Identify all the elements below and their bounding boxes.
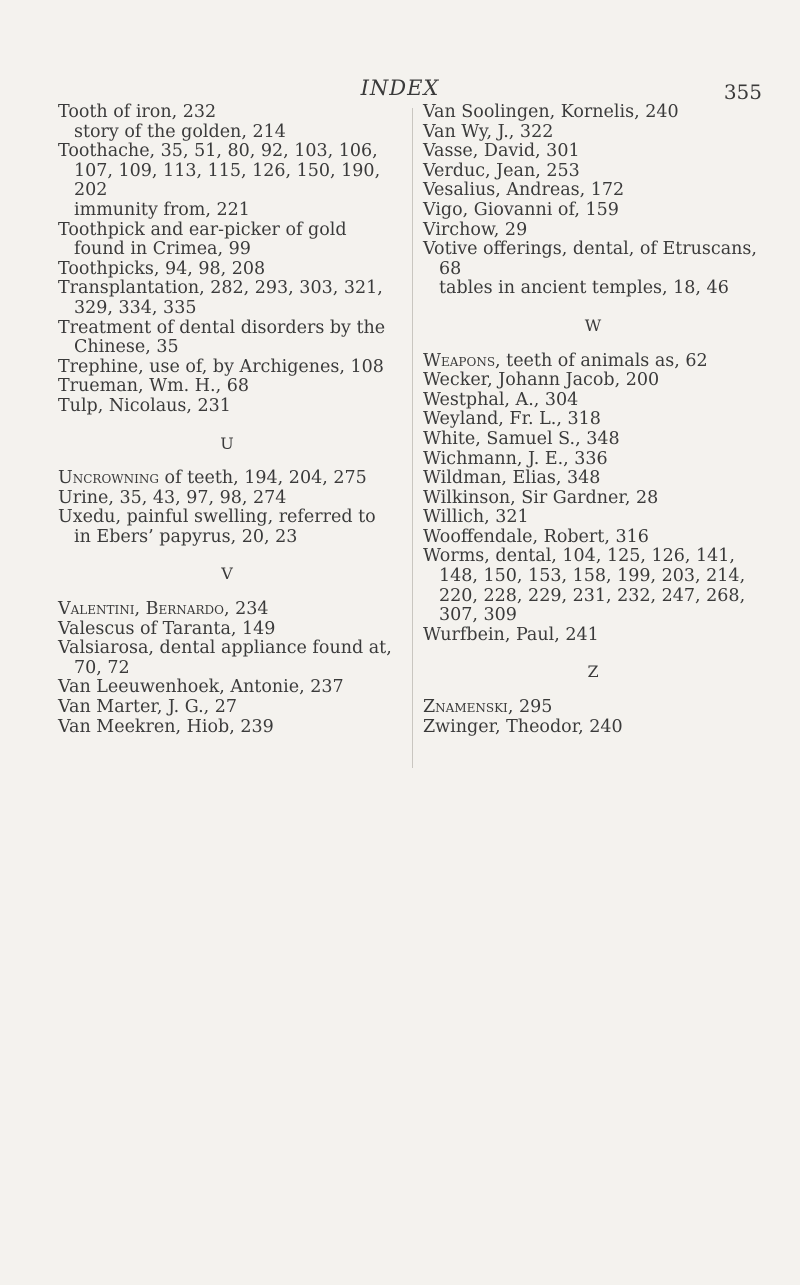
index-entry <box>58 377 396 397</box>
page-number: 355 <box>723 80 762 104</box>
index-entry <box>423 528 763 548</box>
entry-text: Worms, dental, 104, 125, 126, 141, 148, 150, 153, 158, 199, 203, 214, 220, 228, 229, 231, 232, 247, 268, 307, 309 <box>423 546 746 626</box>
entry-text: Tulp, Nicolaus, 231 <box>58 395 231 416</box>
entry-lead: Valentini, Bernardo <box>58 599 224 620</box>
entry-text: Trephine, use of, by Archigenes, 108 <box>58 356 384 377</box>
index-entry <box>58 260 396 280</box>
entry-lead: Weapons <box>423 350 496 371</box>
index-entry <box>58 620 396 640</box>
section-letter: U <box>220 433 234 453</box>
index-entry <box>423 718 763 738</box>
index-entry <box>58 279 396 318</box>
entry-text: Vigo, Giovanni of, 159 <box>423 199 619 220</box>
entry-text: Wilkinson, Sir Gardner, 28 <box>423 487 659 508</box>
entry-text: Toothpicks, 94, 98, 208 <box>58 258 266 279</box>
index-entry <box>423 371 763 391</box>
index-entry <box>58 698 396 718</box>
entry-text: , 295 <box>507 697 553 718</box>
index-column-right <box>423 103 763 737</box>
entry-text: White, Samuel S., 348 <box>423 428 620 449</box>
index-entry <box>58 639 396 678</box>
entry-text: Virchow, 29 <box>423 219 528 240</box>
entry-text: Tooth of iron, 232 <box>58 102 217 122</box>
index-entry <box>423 123 763 143</box>
index-entry <box>423 103 763 123</box>
index-entry <box>58 142 396 201</box>
index-column-left <box>58 103 396 737</box>
index-entry <box>58 469 396 489</box>
entry-text: Westphal, A., 304 <box>423 389 579 410</box>
entry-text: Urine, 35, 43, 97, 98, 274 <box>58 487 287 508</box>
index-entry <box>423 489 763 509</box>
index-entry <box>423 181 763 201</box>
index-entry <box>423 142 763 162</box>
entry-text: Van Meekren, Hiob, 239 <box>58 716 274 737</box>
index-entry <box>58 508 396 547</box>
entry-text: Votive offerings, dental, of Etruscans, 68 <box>423 239 757 279</box>
index-entry <box>58 489 396 509</box>
running-head: INDEX <box>360 76 440 100</box>
index-entry <box>423 698 763 718</box>
index-entry <box>423 221 763 241</box>
index-entry <box>423 469 763 489</box>
index-entry <box>423 201 763 221</box>
entry-text: , 234 <box>223 599 269 620</box>
section-letter: W <box>584 315 602 335</box>
index-entry <box>423 626 763 646</box>
index-entry <box>423 240 763 279</box>
entry-lead: Uncrowning <box>58 468 159 489</box>
index-entry <box>58 103 396 123</box>
index-entry <box>423 450 763 470</box>
index-entry <box>423 352 763 372</box>
entry-text: Wildman, Elias, 348 <box>423 468 601 489</box>
entry-text: Treatment of dental disorders by the Chinese, 35 <box>58 317 386 358</box>
index-entry <box>439 279 763 299</box>
entry-text: Zwinger, Theodor, 240 <box>423 716 623 737</box>
index-entry <box>423 508 763 528</box>
entry-text: Wurfbein, Paul, 241 <box>423 624 599 645</box>
index-entry <box>74 201 396 221</box>
entry-text: Weyland, Fr. L., 318 <box>423 409 601 430</box>
index-entry <box>58 319 396 358</box>
index-entry <box>423 162 763 182</box>
index-entry <box>423 391 763 411</box>
index-entry <box>58 678 396 698</box>
entry-text: Valsiarosa, dental appliance found at, 70, 72 <box>58 638 392 678</box>
entry-text: Valescus of Taranta, 149 <box>58 618 276 639</box>
entry-text: Van Wy, J., 322 <box>423 121 554 142</box>
entry-text: , teeth of animals as, 62 <box>495 350 708 371</box>
entry-text: Vasse, David, 301 <box>423 141 580 162</box>
entry-text: Transplantation, 282, 293, 303, 321, 329, 334, 335 <box>58 278 383 318</box>
entry-text: Vesalius, Andreas, 172 <box>423 180 625 201</box>
entry-text: Wooffendale, Robert, 316 <box>423 526 649 547</box>
entry-text: tables in ancient temples, 18, 46 <box>439 278 729 299</box>
entry-text: Van Marter, J. G., 27 <box>58 697 238 718</box>
column-divider <box>412 108 413 768</box>
entry-text: immunity from, 221 <box>74 199 250 220</box>
index-entry <box>423 430 763 450</box>
index-entry <box>58 600 396 620</box>
section-letter: Z <box>587 662 599 682</box>
index-entry <box>74 123 396 143</box>
entry-text: Wecker, Johann Jacob, 200 <box>423 370 660 391</box>
index-entry <box>58 221 396 260</box>
entry-lead: Znamenski <box>423 697 508 718</box>
section-letter: V <box>221 564 233 584</box>
entry-text: story of the golden, 214 <box>74 121 286 142</box>
entry-text: of teeth, 194, 204, 275 <box>158 468 367 489</box>
index-entry <box>423 410 763 430</box>
entry-text: Trueman, Wm. H., 68 <box>58 376 250 397</box>
entry-text: Toothpick and ear-picker of gold found in Crimea, 99 <box>58 219 347 260</box>
index-entry <box>58 397 396 417</box>
entry-text: Van Leeuwenhoek, Antonie, 237 <box>58 677 344 698</box>
index-entry <box>58 358 396 378</box>
entry-text: Verduc, Jean, 253 <box>423 160 580 181</box>
index-entry <box>423 547 763 625</box>
entry-text: Van Soolingen, Kornelis, 240 <box>423 102 679 122</box>
entry-text: Willich, 321 <box>423 507 529 528</box>
index-entry <box>58 718 396 738</box>
entry-text: Toothache, 35, 51, 80, 92, 103, 106, 107, 109, 113, 115, 126, 150, 190, 202 <box>58 141 381 201</box>
entry-text: Uxedu, painful swelling, referred to in Ebers’ papyrus, 20, 23 <box>58 507 376 547</box>
entry-text: Wichmann, J. E., 336 <box>423 448 608 469</box>
